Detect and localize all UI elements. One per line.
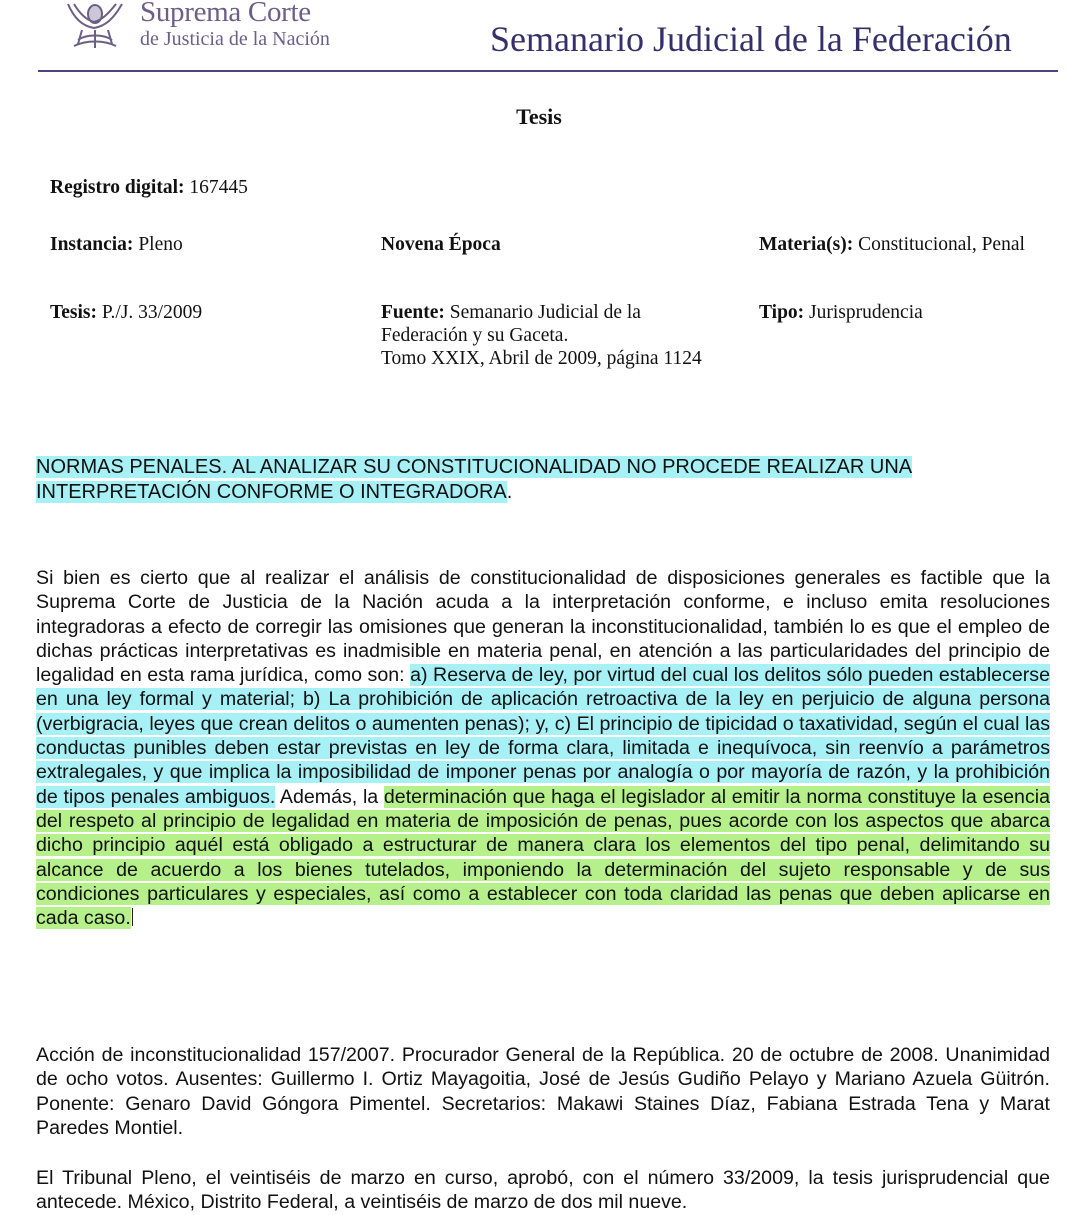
body-highlight-blue: a) Reserva de ley, por virtud del cual los delitos sólo pueden establecerse en una ley formal y material; b) La prohibición de aplicación retroactiva de la ley en perjuicio de alguna persona (verbigracia, leyes que crean delitos o aumenten penas); y, c) El principio de tipicidad o taxatividad, según el cual las conductas punibles deben estar previstas en ley de forma clara, limitada e inequívoca, sin reenvío a parámetros extralegales, y que implica la imposibilidad de imponer penas por analogía o por mayoría de razón, y la prohibición de tipos penales ambiguos. xyxy=(36,664,1050,808)
publication-title: Semanario Judicial de la Federación xyxy=(490,19,1012,59)
body-part-3: Además, la xyxy=(275,785,384,808)
rubro-title xyxy=(36,455,1051,505)
epoca xyxy=(381,233,721,256)
materias xyxy=(759,233,1044,256)
fuente xyxy=(381,301,711,370)
materias-value: Constitucional, Penal xyxy=(858,234,1025,255)
tesis-number xyxy=(50,301,350,324)
tesis-value: P./J. 33/2009 xyxy=(101,302,203,323)
rubro-highlight: NORMAS PENALES. AL ANALIZAR SU CONSTITUCIONALIDAD NO PROCEDE REALIZAR UNA INTERPRETACIÓN CONFORME O INTEGRADORA xyxy=(36,456,913,503)
header-divider xyxy=(38,70,1058,72)
tipo-value: Jurisprudencia xyxy=(809,302,923,323)
instancia-label: Instancia: xyxy=(50,234,134,255)
fuente-value: Semanario Judicial de la Federación y su Gaceta. xyxy=(381,302,641,346)
epoca-value: Novena Época xyxy=(381,234,501,255)
body-highlight-green: determinación que haga el legislador al emitir la norma constituye la esencia del respeto al principio de legalidad en materia de imposición de penas, pues acorde con los aspectos que abarca dicho principio aquél está obligado a estructurar de manera clara los elementos del tipo penal, delimitando su alcance de acuerdo a los bienes tutelados, imponiendo la determinación del sujeto responsable y de sus condiciones particulares y especiales, así como a establecer con toda claridad las penas que deben aplicarse en cada caso. xyxy=(36,785,1050,930)
registro-label: Registro digital: xyxy=(50,177,185,198)
page-header xyxy=(0,0,1068,80)
tesis-label: Tesis: xyxy=(50,302,97,323)
tipo xyxy=(759,301,1044,324)
fuente-label: Fuente: xyxy=(381,302,445,323)
registro-digital xyxy=(50,176,248,199)
materias-label: Materia(s): xyxy=(759,234,854,255)
instancia xyxy=(50,233,350,256)
text-cursor xyxy=(132,908,133,926)
instancia-value: Pleno xyxy=(138,234,183,255)
eagle-emblem-icon xyxy=(60,0,130,52)
registro-value: 167445 xyxy=(189,177,248,198)
tesis-body-text xyxy=(36,566,1050,930)
rubro-period: . xyxy=(506,481,513,503)
nota-aprobacion: El Tribunal Pleno, el veintiséis de marzo en curso, aprobó, con el número 33/2009, la tesis jurisprudencial que antecede. México, Distrito Federal, a veintiséis de marzo de dos mil nueve. xyxy=(36,1167,1050,1214)
document-type-heading: Tesis xyxy=(516,104,562,129)
body-part-1: Si bien es cierto que al realizar el análisis de constitucionalidad de disposiciones generales es factible que la Suprema Corte de Justicia de la Nación acuda a la interpretación conforme, e incluso emita resoluciones integradoras a efecto de corregir las omisiones que generan la inconstitucionalidad, también lo es que el empleo de dichas prácticas interpretativas es inadmisible en materia penal, en atención a las particularidades del principio de legalidad en esta rama jurídica, como son: xyxy=(36,567,1050,687)
tipo-label: Tipo: xyxy=(759,302,805,323)
precedente-text: Acción de inconstitucionalidad 157/2007. Procurador General de la República. 20 de octubre de 2008. Unanimidad de ocho votos. Ausentes: Guillermo I. Ortiz Mayagoitia, José de Jesús Gudiño Pelayo y Mariano Azuela Güitrón. Ponente: Genaro David Góngora Pimentel. Secretarios: Makawi Staines Díaz, Fabiana Estrada Tena y Marat Paredes Montiel. xyxy=(36,1044,1050,1139)
institution-name: Suprema Corte xyxy=(140,0,311,28)
institution-subtitle: de Justicia de la Nación xyxy=(140,28,330,50)
fuente-tomo: Tomo XXIX, Abril de 2009, página 1124 xyxy=(381,348,702,369)
